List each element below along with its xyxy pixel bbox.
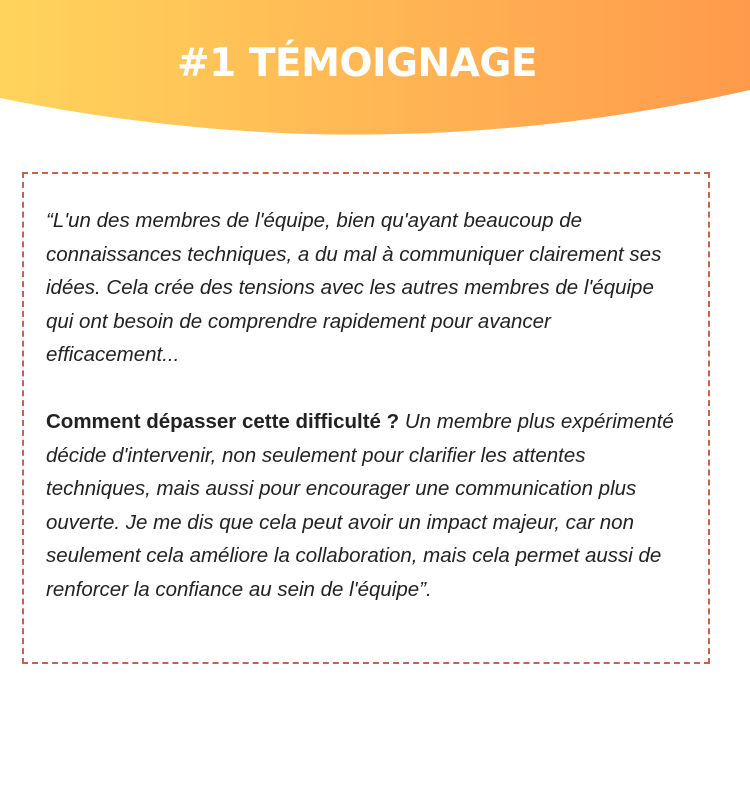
testimony-intro: “L'un des membres de l'équipe, bien qu'ayant beaucoup de connaissances techniques, a du mal à communiquer clairement ses idées. Cela crée des tensions avec les autres membres de l'équipe qui ont besoin de comprendre rapidement pour avancer efficacement... <box>46 209 662 366</box>
page-title: #1 TÉMOIGNAGE <box>176 41 538 86</box>
testimony-card <box>22 172 710 664</box>
testimony-resolution <box>46 405 686 606</box>
testimony-question: Comment dépasser cette difficulté ? <box>46 410 400 433</box>
testimony-answer: Un membre plus expérimenté décide d'intervenir, non seulement pour clarifier les attentes techniques, mais aussi pour encourager une communication plus ouverte. Je me dis que cela peut avoir un impact majeur, car non seulement cela améliore la collaboration, mais cela permet aussi de renforcer la confiance au sein de l'équipe”. <box>46 410 674 601</box>
